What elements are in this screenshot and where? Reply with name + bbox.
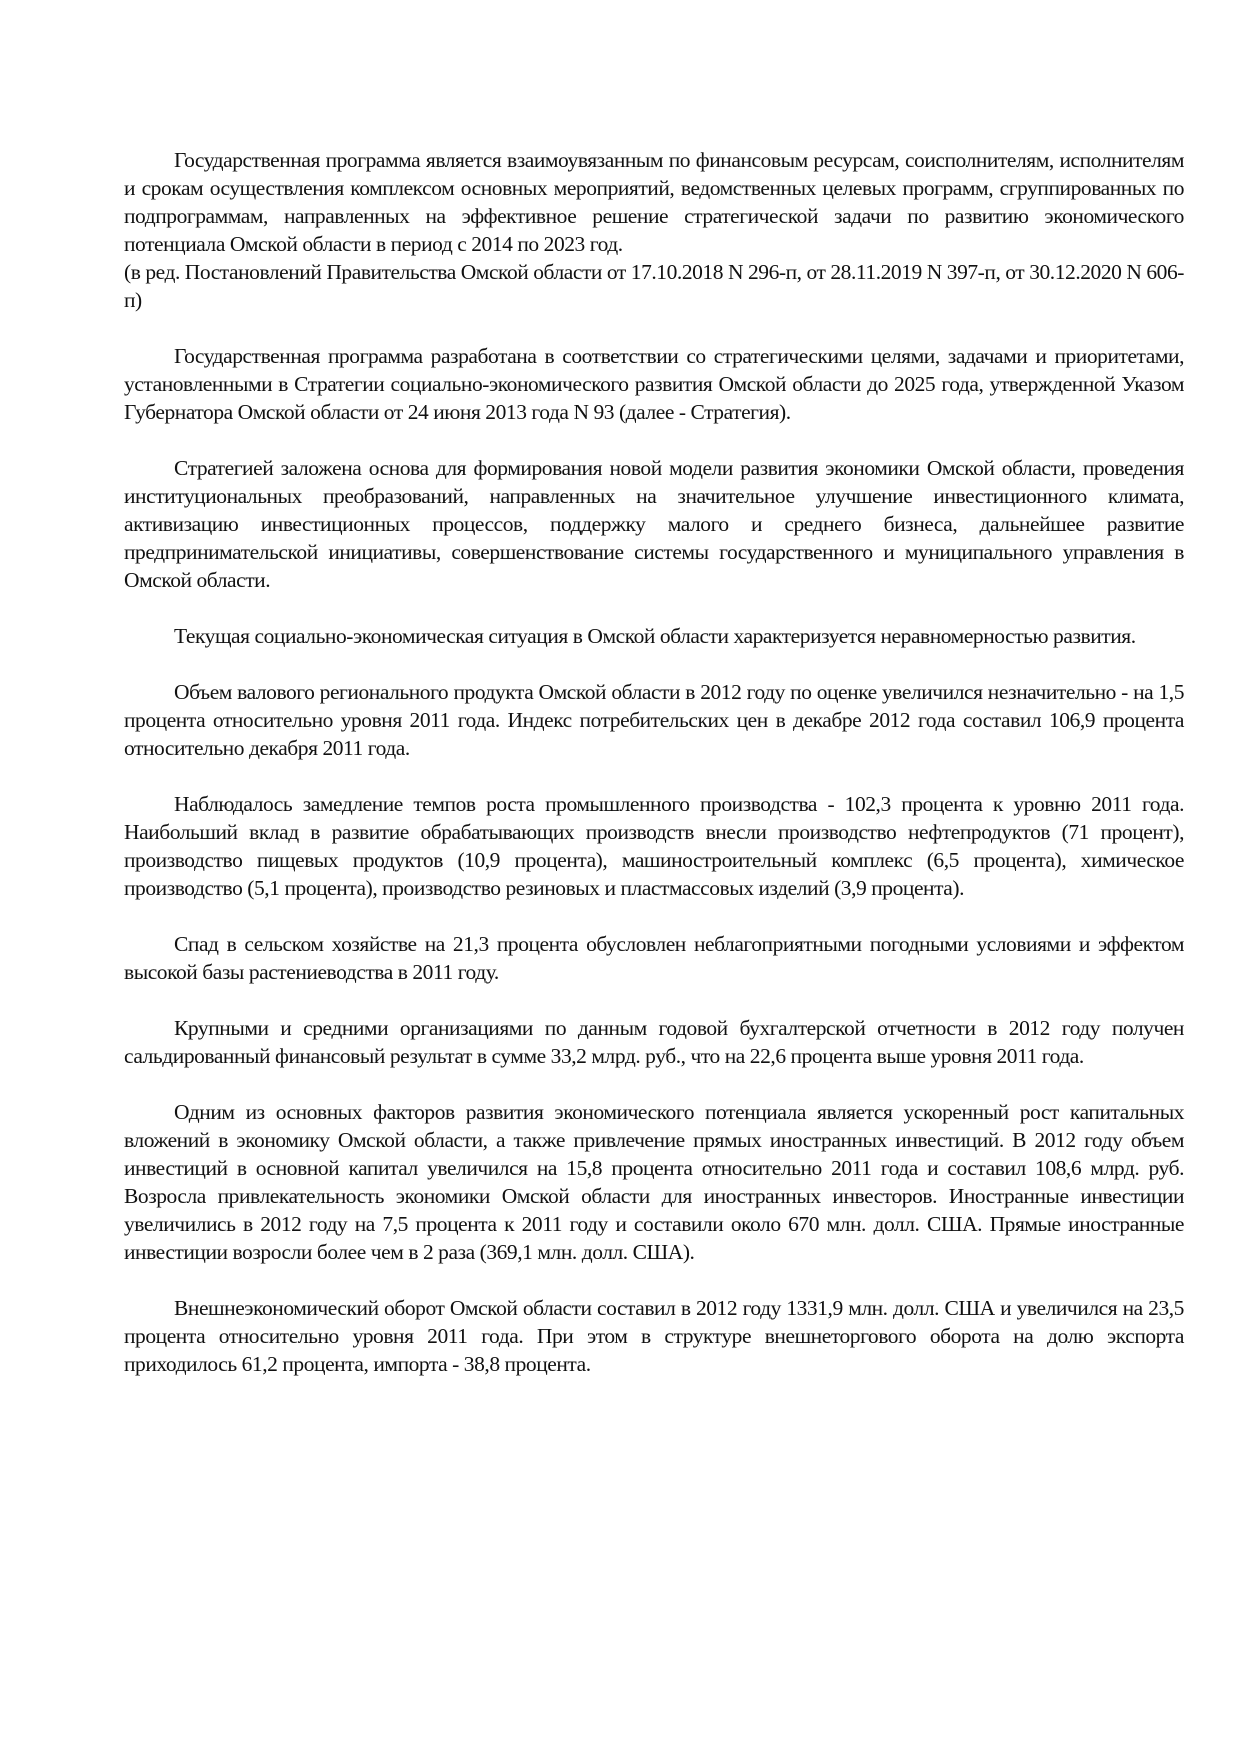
paragraph-financial-result: Крупными и средними организациями по данным годовой бухгалтерской отчетности в 2012 году получен сальдированный финансовый результат в сумме 33,2 млрд. руб., что на 22,6 процента выше уровня 2011 года. [124, 1016, 1184, 1068]
paragraph-investments: Одним из основных факторов развития экономического потенциала является ускоренный рост капитальных вложений в экономику Омской области, а также привлечение прямых иностранных инвестиций. В 2012 году объем инвестиций в основной капитал увеличился на 15,8 процента относительно 2011 года и составил 108,6 млрд. руб. Возросла привлекательность экономики Омской области для иностранных инвесторов. Иностранные инвестиции увеличились в 2012 году на 7,5 процента к 2011 году и составили около 670 млн. долл. США. Прямые иностранные инвестиции возросли более чем в 2 раза (369,1 млн. долл. США). [124, 1100, 1184, 1264]
paragraph-foreign-trade: Внешнеэкономический оборот Омской области составил в 2012 году 1331,9 млн. долл. США и увеличился на 23,5 процента относительно уровня 2011 года. При этом в структуре внешнеторгового оборота на долю экспорта приходилось 61,2 процента, импорта - 38,8 процента. [124, 1296, 1184, 1376]
paragraph-strategy-model: Стратегией заложена основа для формирования новой модели развития экономики Омской области, проведения институциональных преобразований, направленных на значительное улучшение инвестиционного климата, активизацию инвестиционных процессов, поддержку малого и среднего бизнеса, дальнейшее развитие предпринимательской инициативы, совершенствование системы государственного и муниципального управления в Омской области. [124, 456, 1184, 592]
document-page [124, 146, 1184, 1406]
paragraph-strategy-basis: Государственная программа разработана в соответствии со стратегическими целями, задачами и приоритетами, установленными в Стратегии социально-экономического развития Омской области до 2025 года, утвержденной Указом Губернатора Омской области от 24 июня 2013 года N 93 (далее - Стратегия). [124, 344, 1184, 424]
paragraph-grp: Объем валового регионального продукта Омской области в 2012 году по оценке увеличился незначительно - на 1,5 процента относительно уровня 2011 года. Индекс потребительских цен в декабре 2012 года составил 106,9 процента относительно декабря 2011 года. [124, 680, 1184, 760]
paragraph-program-description: Государственная программа является взаимоувязанным по финансовым ресурсам, соисполнителям, исполнителям и срокам осуществления комплексом основных мероприятий, ведомственных целевых программ, сгруппированных по подпрограммам, направленных на эффективное решение стратегической задачи по развитию экономического потенциала Омской области в период с 2014 по 2023 год. [124, 148, 1184, 256]
amendment-note: (в ред. Постановлений Правительства Омской области от 17.10.2018 N 296-п, от 28.11.2019 N 397-п, от 30.12.2020 N 606-п) [124, 260, 1184, 312]
paragraph-agriculture: Спад в сельском хозяйстве на 21,3 процента обусловлен неблагоприятными погодными условиями и эффектом высокой базы растениеводства в 2011 году. [124, 932, 1184, 984]
paragraph-industry: Наблюдалось замедление темпов роста промышленного производства - 102,3 процента к уровню 2011 года. Наибольший вклад в развитие обрабатывающих производств внесли производство нефтепродуктов (71 процент), производство пищевых продуктов (10,9 процента), машиностроительный комплекс (6,5 процента), химическое производство (5,1 процента), производство резиновых и пластмассовых изделий (3,9 процента). [124, 792, 1184, 900]
paragraph-current-situation: Текущая социально-экономическая ситуация в Омской области характеризуется неравномерностью развития. [174, 624, 1136, 648]
